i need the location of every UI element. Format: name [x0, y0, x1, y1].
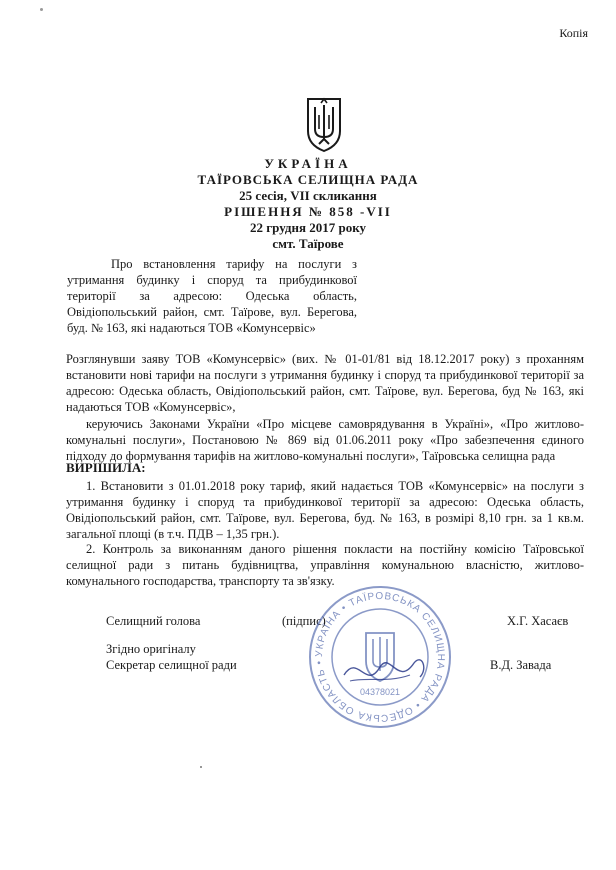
stamp-code: 04378021: [359, 687, 401, 697]
scan-speck: [200, 766, 202, 768]
stamp-ring-text: УКРАЇНА • ТАЇРОВСЬКА СЕЛИЩНА РАДА • ОДЕСЬКА ОБЛАСТЬ •: [313, 590, 447, 724]
verdict-heading: ВИРІШИЛА:: [66, 460, 146, 475]
copy-note: Згідно оригіналу: [106, 642, 196, 656]
head-name: Х.Г. Хасаєв: [507, 614, 569, 628]
header-decision-number: РІШЕННЯ № 858 -VII: [224, 204, 392, 219]
header-place: смт. Таїрове: [272, 236, 344, 251]
decision-title: [67, 256, 357, 336]
secretary-role: Секретар селищної ради: [106, 658, 237, 672]
paragraph-guided-by: керуючись Законами України «Про місцеве самоврядування в Україні», «Про житлово-комунальні послуги», Постановою № 869 від 01.06.2011 року «Про забезпечення єдиного підходу до формування тарифів на житлово-комунальні послуги», Таїровська селищна рада: [66, 417, 584, 463]
header-country: УКРАЇНА: [264, 156, 352, 171]
copy-mark: Копія: [559, 26, 588, 40]
handwritten-signature: [344, 660, 424, 677]
head-role: Селищний голова: [106, 614, 201, 628]
paragraph-considering: Розглянувши заяву ТОВ «Комунсервіс» (вих. № 01-01/81 від 18.12.2017 року) з проханням встановити нові тарифи на послуги з утримання будинку і споруд та прибудинкової території за адресою: Одеська область, Овідіопольський район, смт. Таїрове, вул. Берегова, буд № 163, які надаються ТОВ «Комунсервіс»,: [66, 352, 584, 414]
header-date: 22 грудня 2017 року: [249, 220, 367, 235]
secretary-name: В.Д. Завада: [490, 658, 552, 672]
trident-icon: [304, 95, 344, 153]
header-session: 25 сесія, VII скликання: [239, 188, 377, 203]
official-stamp: [306, 583, 454, 731]
header-council: ТАЇРОВСЬКА СЕЛИЩНА РАДА: [197, 172, 419, 187]
decision-item-1: 1. Встановити з 01.01.2018 року тариф, який надається ТОВ «Комунсервіс» на послуги з утримання будинку і споруд та прибудинкової території за адресою: Одеська область, Овідіопольський район, смт. Таїрове, вул. Берегова, буд. № 163, в розмірі 8,10 грн. за 1 кв.м. загальної площі (в т.ч. ПДВ – 1,35 грн.).: [66, 479, 584, 541]
decision-title-text: Про встановлення тарифу на послуги з утримання будинку і споруд та прибудинкової території за адресою: Одеська область, Овідіопольський район, смт. Таїрове, вул. Берегова, буд. № 163, які надаються ТОВ «Комунсервіс»: [67, 257, 357, 335]
signature-mark: (підпис): [282, 614, 326, 628]
decision-item-2: 2. Контроль за виконанням даного рішення покласти на постійну комісію Таїровської селищної ради з питань будівництва, управління комунальною власністю, житлово-комунального господарства, транспорту та зв'язку.: [66, 542, 584, 588]
scan-speck: [40, 8, 43, 11]
